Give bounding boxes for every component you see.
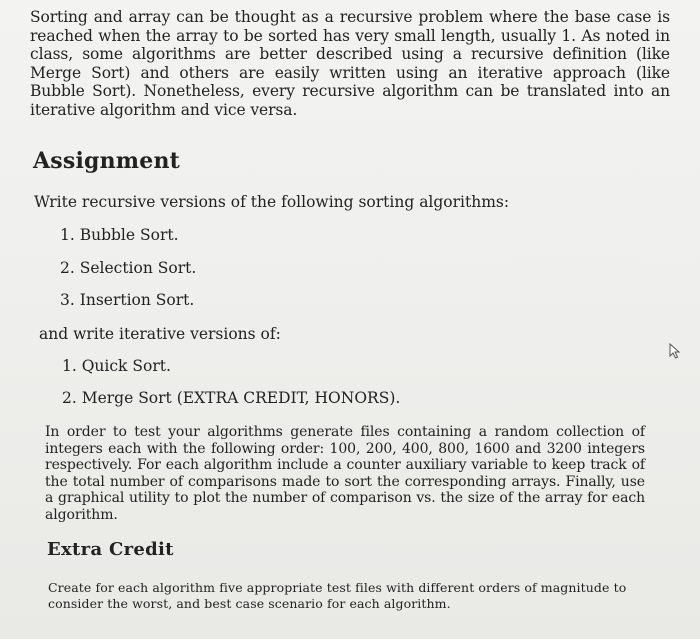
iterative-item-quick-sort: 1. Quick Sort. [62, 357, 171, 375]
recursive-item-bubble-sort: 1. Bubble Sort. [60, 226, 179, 244]
iterative-item-merge-sort: 2. Merge Sort (EXTRA CREDIT, HONORS). [62, 389, 401, 407]
recursive-prompt: Write recursive versions of the following sorting algorithms: [34, 193, 510, 211]
recursive-item-insertion-sort: 3. Insertion Sort. [60, 291, 195, 309]
assignment-heading: Assignment [33, 148, 181, 174]
iterative-prompt: and write iterative versions of: [39, 325, 281, 343]
testing-paragraph: In order to test your algorithms generate files containing a random collection of integers each with the following order: 100, 200, 400, 800, 1600 and 3200 integers respectively. For each algorithm include a counter auxiliary variable to keep track of the total number of comparisons made to sort the corresponding arrays. Finally, use a graphical utility to plot the number of comparison vs. the size of the array for each algorithm. [45, 424, 645, 523]
recursive-item-selection-sort: 2. Selection Sort. [60, 259, 197, 277]
intro-paragraph: Sorting and array can be thought as a recursive problem where the base case is reached when the array to be sorted has very small length, usually 1. As noted in class, some algorithms are better described using a recursive definition (like Merge Sort) and others are easily written using an iterative approach (like Bubble Sort). Nonetheless, every recursive algorithm can be translated into an iterative algorithm and vice versa. [30, 8, 670, 119]
extra-credit-paragraph: Create for each algorithm five appropriate test files with different orders of magnitude to consider the worst, and best case scenario for each algorithm. [48, 580, 627, 611]
mouse-pointer-icon [668, 343, 682, 359]
extra-credit-heading: Extra Credit [47, 539, 174, 560]
